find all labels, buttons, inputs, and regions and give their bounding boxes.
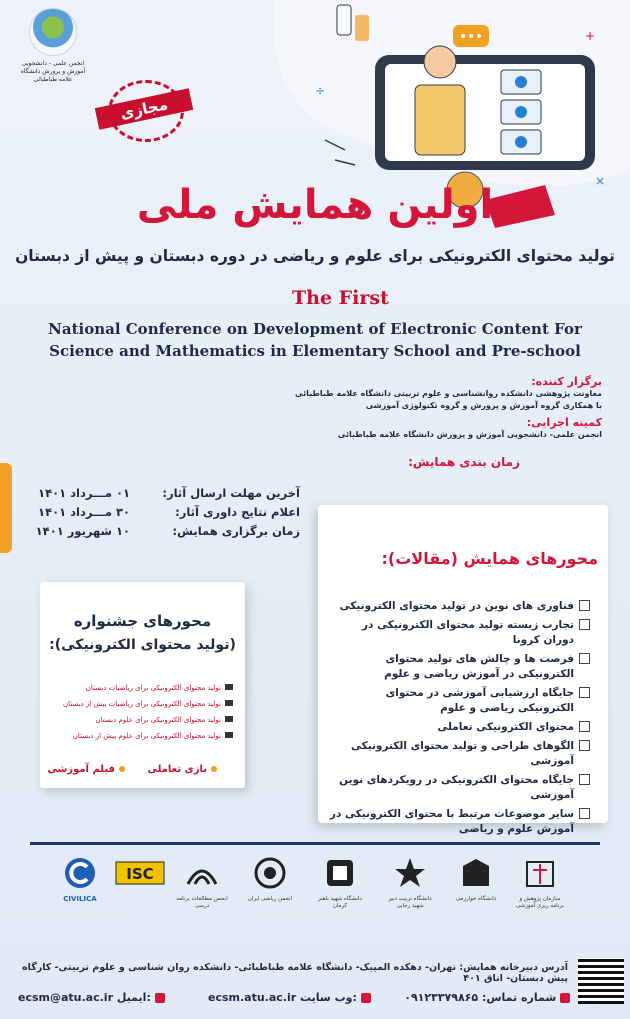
phone-block [404,991,570,1004]
qr-code[interactable] [578,958,624,1004]
university-emblem-icon [459,856,493,890]
svg-text:ISC: ISC [126,865,154,883]
math-society-icon [253,856,287,890]
timeline-row [30,486,300,505]
article-topic: فناوری های نوین در تولید محتوای الکترونیکی [328,599,590,614]
svg-text:+: + [585,29,596,43]
checkbox-icon [579,619,590,630]
title-en [10,318,620,362]
emblem-icon [523,856,557,890]
article-topic: فرصت ها و چالش های تولید محتوای الکترونیکی در آموزش ریاضی و علوم [328,652,590,682]
festival-card [40,582,245,788]
civilica-logo-icon [63,856,97,890]
sponsor-logo [112,856,168,894]
stamp-label: مجازی [95,88,193,129]
timeline-row [30,505,300,524]
monitor-icon [225,732,233,738]
website-url[interactable]: ecsm.atu.ac.ir [208,991,297,1004]
email-block [18,991,165,1004]
website-label: وب سایت: [300,991,357,1004]
sponsor-logo: دانشگاه شهید باهنر کرمان [312,856,368,910]
sponsor-logo: سازمان پژوهش و برنامه ریزی آموزشی [512,856,568,910]
article-topic: جایگاه ارزشیابی آموزشی در محتوای الکترونیکی ریاضی و علوم [328,686,590,716]
timeline-label: اعلام نتایج داوری آثار: [175,505,300,519]
address-text: آدرس دبیرخانه همایش: تهران- دهکده المپیک- دانشگاه علامه طباطبائی- دانشکده روان شناسی و علوم تربیتی- کارگاه پیش دبستان- اتاق ۴۰۱ [22,962,568,984]
articles-list [328,599,590,841]
timeline-label: آخرین مهلت ارسال آثار: [162,486,300,500]
association-emblem-icon [29,8,77,56]
executive-line1: انجمن علمی- دانشجویی آموزش و پرورش دانشگاه علامه طباطبائی [337,430,602,439]
festival-educational-film: فیلم آموزشی [47,764,125,775]
star-emblem-icon [393,856,427,890]
organizer-line2: با همکاری گروه آموزش و پرورش و گروه تکنولوژی آموزشی [365,401,602,410]
festival-topic: تولید محتوای الکترونیکی برای ریاضیات دبستان [53,684,233,692]
festival-interactive-game: بازی تعاملی [148,764,217,775]
phone-number[interactable]: ۰۹۱۲۳۳۷۹۸۶۵ [404,991,479,1004]
monitor-icon [225,700,233,706]
curriculum-society-icon [185,856,219,890]
checkbox-icon [579,653,590,664]
university-emblem-icon [323,856,357,890]
phone-icon [560,993,570,1003]
association-logo [18,8,88,98]
subtitle-fa: تولید محتوای الکترونیکی برای علوم و ریاضی در دوره دبستان و پیش از دبستان [15,247,615,265]
email-address[interactable]: ecsm@atu.ac.ir [18,991,113,1004]
executive-heading: کمیته اجرایی: [526,416,602,429]
timeline-list [30,486,300,543]
email-label: ایمیل: [116,991,151,1004]
articles-heading: محورهای همایش (مقالات): [381,549,598,568]
website-block [208,991,371,1004]
article-topic: سایر موضوعات مرتبط با محتوای الکترونیکی در آموزش علوم و ریاضی [328,807,590,837]
checkbox-icon [579,687,590,698]
bullet-icon [119,766,125,772]
title-en-first: The First [292,287,389,309]
festival-topic: تولید محتوای الکترونیکی برای علوم پیش از دبستان [53,732,233,740]
festival-topic: تولید محتوای الکترونیکی برای علوم دبستان [53,716,233,724]
orange-side-tab [0,463,12,553]
timeline-date: ۰۱ مـــرداد ۱۴۰۱ [38,486,130,500]
checkbox-icon [579,740,590,751]
phone-label: شماره تماس: [481,991,557,1004]
festival-heading: محورهای جشنواره [73,612,212,630]
virtual-stamp [96,74,192,140]
timeline-label: زمان برگزاری همایش: [172,524,300,538]
sponsor-logo: دانشگاه تربیت دبیر شهید رجایی [382,856,438,910]
timeline-row [30,524,300,543]
timeline-date: ۱۰ شهریور ۱۴۰۱ [35,524,130,538]
sponsor-logo: انجمن مطالعات برنامه درسی [174,856,230,910]
title-en-line2: Science and Mathematics in Elementary School and Pre-school [49,342,581,360]
articles-card [318,505,608,835]
title-en-line1: National Conference on Development of Electronic Content For [48,320,582,338]
sponsor-logo: انجمن ریاضی ایران [242,856,298,903]
festival-subheading: (تولید محتوای الکترونیکی): [49,637,236,653]
isc-logo-icon [115,856,165,890]
sponsor-logo: CIVILICA [52,856,108,903]
festival-topic: تولید محتوای الکترونیکی برای ریاضیات پیش از دبستان [53,700,233,708]
monitor-icon [225,716,233,722]
main-title-fa: اولین همایش ملی [136,182,494,228]
svg-text:×: × [595,174,606,188]
organizer-heading: برگزار کننده: [531,375,602,388]
mail-icon [155,993,165,1003]
sponsor-logo: دانشگاه خوارزمی [448,856,504,903]
article-topic: الگوهای طراحی و تولید محتوای الکترونیکی آموزشی [328,739,590,769]
article-topic: تجارب زیسته تولید محتوای الکترونیکی در دوران کرونا [328,618,590,648]
checkbox-icon [579,600,590,611]
organizer-section [182,375,602,441]
article-topic: محتوای الکترونیکی تعاملی [328,720,590,735]
timeline-date: ۳۰ مـــرداد ۱۴۰۱ [38,505,130,519]
checkbox-icon [579,721,590,732]
divider [30,842,600,845]
checkbox-icon [579,774,590,785]
checkbox-icon [579,808,590,819]
timeline-heading: زمان بندی همایش: [408,455,520,469]
association-logo-caption: انجمن علمی - دانشجویی آموزش و پرورش دانشگاه علامه طباطبائی [20,60,86,83]
article-topic: جایگاه محتوای الکترونیکی در رویکردهای نوین آموزشی [328,773,590,803]
bullet-icon [211,766,217,772]
svg-text:÷: ÷ [315,84,326,98]
globe-icon [361,993,371,1003]
organizer-line1: معاونت پژوهشی دانشکده روانشناسی و علوم تربیتی دانشگاه علامه طباطبائی [294,389,602,398]
monitor-icon [225,684,233,690]
